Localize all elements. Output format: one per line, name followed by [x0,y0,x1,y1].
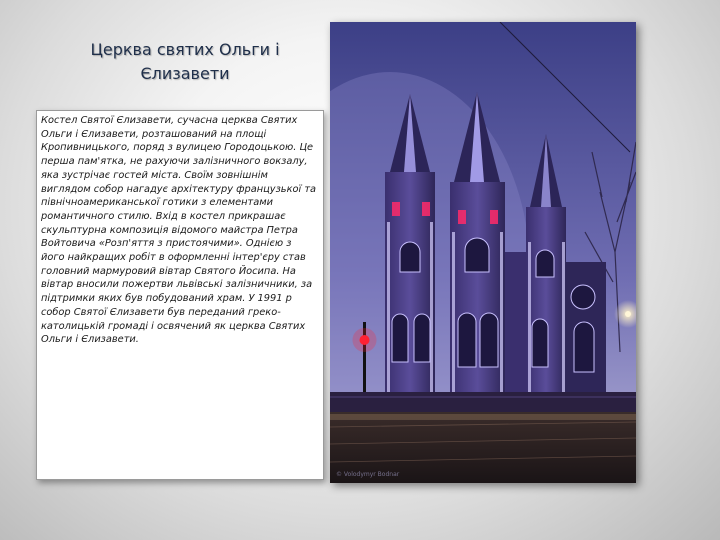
church-photo [330,22,636,483]
description-text: Костел Святої Єлизавети, сучасна церква Святих Ольги і Єлизавети, розташований на площі Кропивницького, поряд з вулицею Городоцькою. Це перша пам'ятка, не рахуючи залізничного вокзалу, яка зустрічає гостей міста. Своїм зовнішнім виглядом собор нагадує архітектуру французької та північноамериканської готики з елементами романтичного стилю. Вхід в костел прикрашає скульптурна композиція відомого майстра Петра Войтовича «Розп'яття з пристоячими». Однією з його найкращих робіт в оформленні інтер'єру став головний мармуровий вівтар Святого Йосипа. На вівтар вносили пожертви львівські залізничники, за підтримки яких був побудований храм. У 1991 р собор Святої Єлизавети був переданий греко-католицькій громаді і освячений як церква Святих Ольги і Єлизавети. [41,115,317,346]
photo-watermark: © Volodymyr Bodnar [336,471,400,478]
slide-title-line-2: Єлизавети [140,64,230,83]
slide-title [40,38,330,86]
slide-title-line-1: Церква святих Ольги і [90,40,280,59]
description-text-box [36,110,324,480]
